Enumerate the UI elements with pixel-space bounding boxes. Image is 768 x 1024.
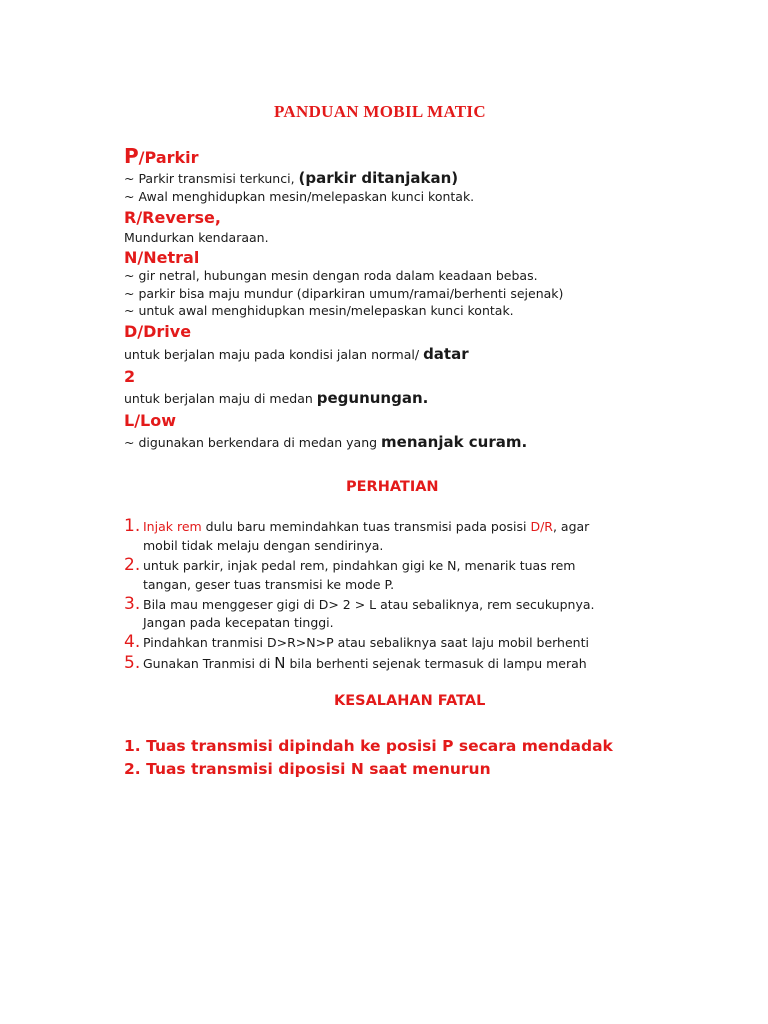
- gear-n-line3: ~ untuk awal menghidupkan mesin/melepaskan kunci kontak.: [124, 303, 514, 318]
- gear-l-line1-emphasis: menanjak curam.: [381, 433, 528, 451]
- perhatian-item-5-text-a: Gunakan Tranmisi di: [143, 656, 275, 671]
- gear-l-heading: L/Low: [124, 411, 177, 430]
- gear-2-line1-emphasis: pegunungan.: [316, 389, 429, 407]
- gear-p-line1: [124, 169, 458, 187]
- perhatian-item-5-text-b: bila berhenti sejenak termasuk di lampu merah: [285, 656, 587, 671]
- perhatian-item-2-line1: untuk parkir, injak pedal rem, pindahkan gigi ke N, menarik tuas rem: [143, 558, 576, 573]
- gear-p-line1-text: ~ Parkir transmisi terkunci,: [124, 171, 299, 186]
- gear-r-heading: R/Reverse,: [124, 208, 221, 227]
- perhatian-item-1: [124, 516, 589, 536]
- perhatian-item-1-line2: mobil tidak melaju dengan sendirinya.: [143, 538, 384, 553]
- gear-d-line1-text: untuk berjalan maju pada kondisi jalan normal/: [124, 347, 424, 362]
- gear-n-line1: ~ gir netral, hubungan mesin dengan roda dalam keadaan bebas.: [124, 268, 538, 283]
- perhatian-item-1-number: 1.: [124, 516, 141, 536]
- perhatian-item-3: [124, 594, 595, 614]
- gear-l-line1: [124, 433, 527, 451]
- gear-2-line1-text: untuk berjalan maju di medan: [124, 391, 317, 406]
- perhatian-item-3-number: 3.: [124, 594, 141, 614]
- gear-2-line1: [124, 389, 428, 407]
- perhatian-item-4: [124, 632, 589, 652]
- perhatian-item-1-red-lead: Injak rem: [143, 519, 202, 534]
- gear-p-line1-emphasis: (parkir ditanjakan): [298, 169, 459, 187]
- perhatian-item-1-red-mid: D/R: [530, 519, 553, 534]
- gear-p-letter: P: [124, 144, 139, 168]
- perhatian-item-3-line1: Bila mau menggeser gigi di D> 2 > L atau sebaliknya, rem secukupnya.: [143, 597, 595, 612]
- perhatian-item-2: [124, 555, 575, 575]
- perhatian-item-4-line1: Pindahkan tranmisi D>R>N>P atau sebaliknya saat laju mobil berhenti: [143, 635, 589, 650]
- perhatian-item-5: [124, 653, 587, 673]
- gear-p-line2: ~ Awal menghidupkan mesin/melepaskan kunci kontak.: [124, 189, 475, 204]
- kesalahan-item-2: 2. Tuas transmisi diposisi N saat menurun: [124, 760, 491, 778]
- perhatian-item-4-number: 4.: [124, 632, 141, 652]
- kesalahan-item-1: 1. Tuas transmisi dipindah ke posisi P secara mendadak: [124, 737, 613, 755]
- gear-l-line1-text: ~ digunakan berkendara di medan yang: [124, 435, 382, 450]
- perhatian-heading: PERHATIAN: [346, 479, 439, 495]
- gear-d-line1-emphasis: datar: [423, 345, 469, 363]
- gear-d-line1: [124, 345, 469, 363]
- gear-r-line1: Mundurkan kendaraan.: [124, 230, 269, 245]
- gear-p-name: /Parkir: [138, 148, 199, 167]
- perhatian-item-2-number: 2.: [124, 555, 141, 575]
- gear-d-heading: D/Drive: [124, 322, 192, 341]
- perhatian-item-2-line2: tangan, geser tuas transmisi ke mode P.: [143, 577, 395, 592]
- gear-2-heading: 2: [124, 367, 136, 386]
- gear-n-line2: ~ parkir bisa maju mundur (diparkiran umum/ramai/berhenti sejenak): [124, 286, 564, 301]
- perhatian-item-1-text-b: , agar: [552, 519, 590, 534]
- perhatian-item-5-number: 5.: [124, 653, 141, 673]
- kesalahan-heading: KESALAHAN FATAL: [334, 693, 486, 709]
- gear-p-heading: [124, 144, 199, 168]
- gear-n-heading: N/Netral: [124, 248, 200, 267]
- perhatian-item-5-big-n: N: [274, 654, 286, 672]
- perhatian-item-3-line2: Jangan pada kecepatan tinggi.: [143, 615, 334, 630]
- page-title: PANDUAN MOBIL MATIC: [274, 102, 486, 121]
- perhatian-item-1-text-a: dulu baru memindahkan tuas transmisi pada posisi: [201, 519, 531, 534]
